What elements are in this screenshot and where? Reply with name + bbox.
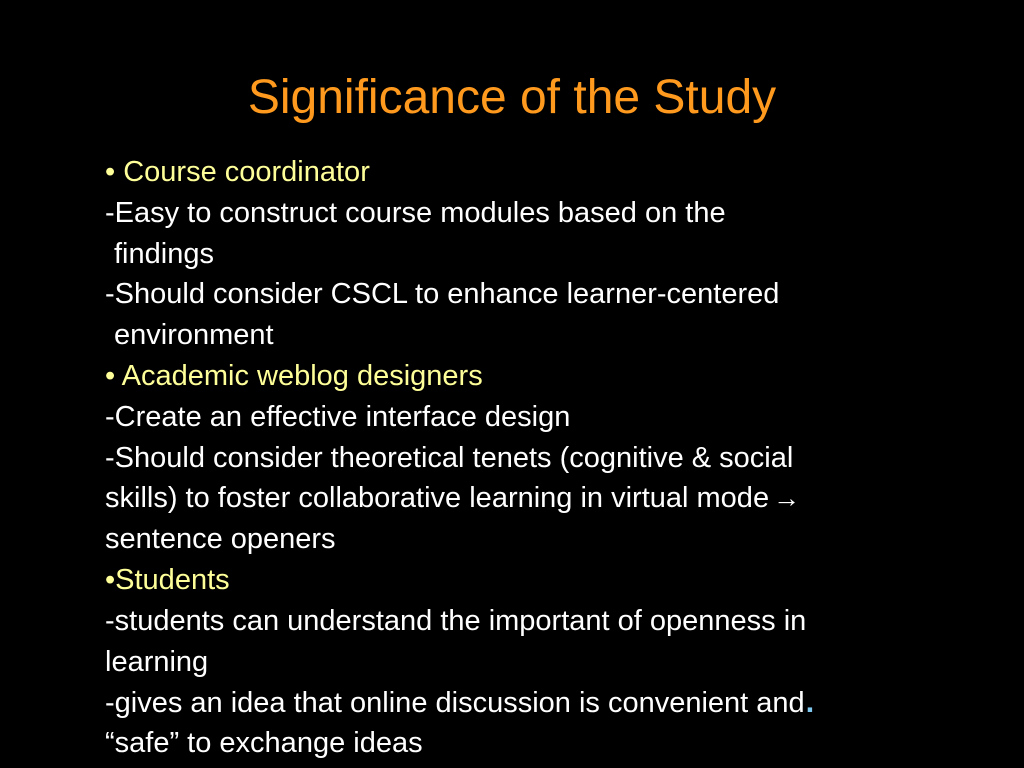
body-line: -Should consider CSCL to enhance learner-centered xyxy=(105,278,780,311)
section-heading-academic-weblog-designers xyxy=(105,356,1005,397)
slide-title: Significance of the Study xyxy=(247,71,777,124)
body-line: learning xyxy=(105,645,209,678)
bullet-icon: • xyxy=(105,563,116,596)
body-line: -Create an effective interface design xyxy=(105,400,571,433)
body-line: -Should consider theoretical tenets (cognitive & social xyxy=(105,441,794,474)
body-line-continued: findings xyxy=(114,237,214,270)
heading-text: Students xyxy=(115,563,230,596)
dot-mark-icon: . xyxy=(805,684,815,720)
bullet-icon: • xyxy=(105,156,116,188)
right-arrow-icon: → xyxy=(773,483,801,514)
body-line-with-mark xyxy=(105,682,1005,723)
body-line-text: -gives an idea that online discussion is convenient and xyxy=(105,687,805,720)
body-line-text: skills) to foster collaborative learning in virtual mode xyxy=(105,482,770,515)
body-line: sentence openers xyxy=(105,523,336,556)
section-heading-course-coordinator xyxy=(105,152,1005,193)
heading-text: Academic weblog designers xyxy=(121,359,483,392)
body-line-continued: environment xyxy=(114,319,274,352)
body-line: -students can understand the important of openness in xyxy=(105,604,807,637)
slide-body xyxy=(105,152,1005,764)
body-line-with-arrow xyxy=(105,478,1005,519)
bullet-icon: • xyxy=(105,359,116,392)
section-heading-students xyxy=(105,560,1005,601)
body-line: “safe” to exchange ideas xyxy=(105,727,423,760)
body-line: -Easy to construct course modules based on the xyxy=(105,196,726,229)
heading-text: Course coordinator xyxy=(123,156,370,188)
